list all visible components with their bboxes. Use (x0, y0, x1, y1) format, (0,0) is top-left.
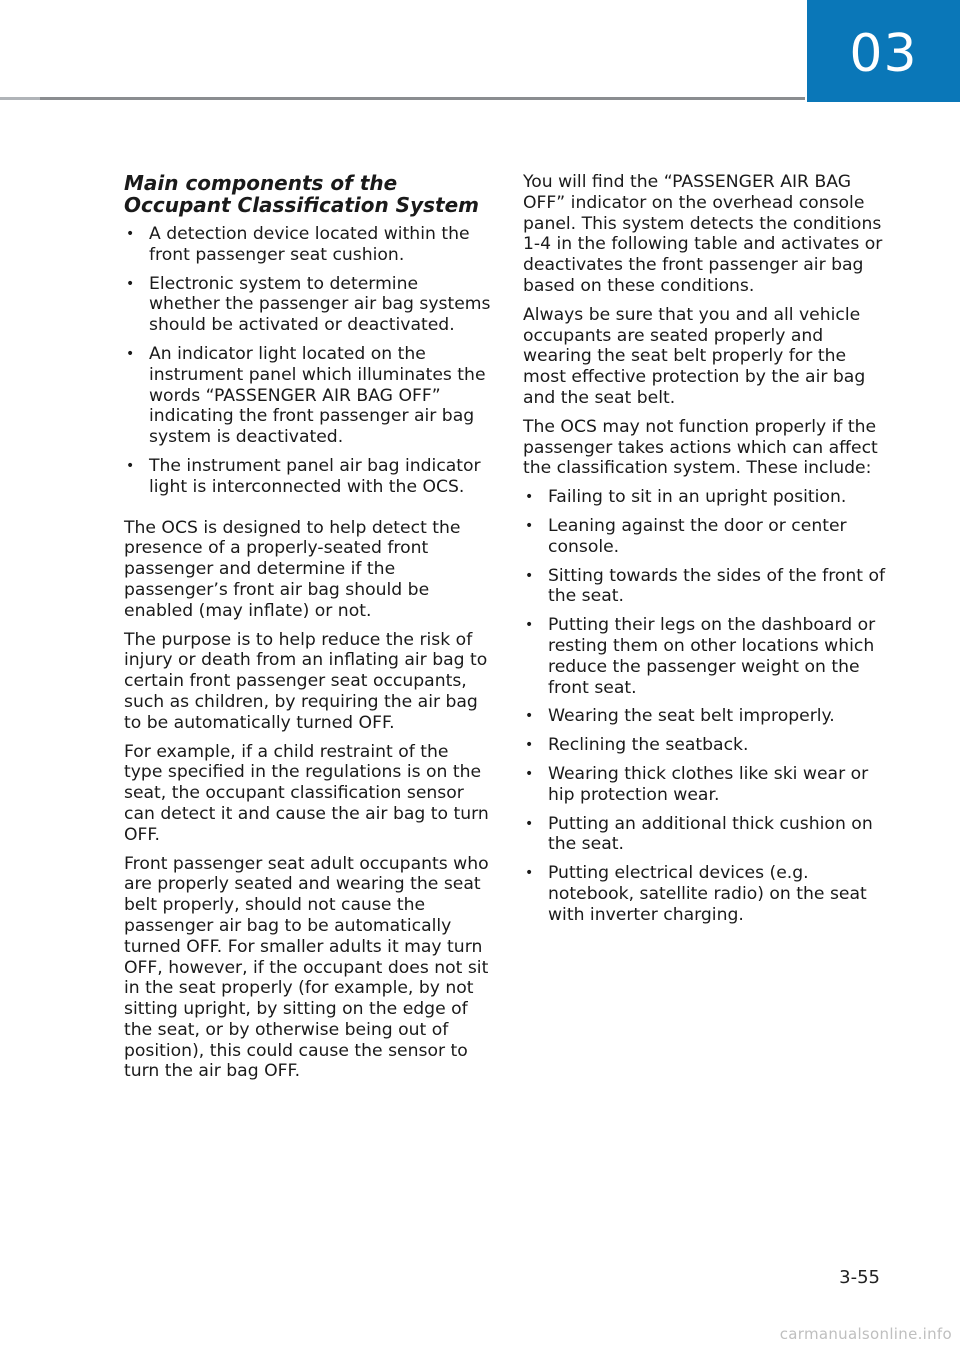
header-rule-accent (0, 97, 40, 100)
bullet-icon: • (525, 865, 534, 882)
bullet-icon: • (525, 567, 534, 584)
header-rule (0, 97, 805, 100)
list-item: • Reclining the seatback. (525, 735, 749, 756)
list-item: • Sitting towards the sides of the front of the seat. (525, 565, 886, 607)
list-item: • The instrument panel air bag indicator light is interconnected with the OCS. (126, 455, 481, 497)
chapter-tab: 03 (807, 0, 960, 102)
right-column (523, 172, 893, 934)
list-item: • Putting an additional thick cushion on the seat. (525, 813, 873, 855)
bullet-icon: • (525, 815, 534, 832)
paragraph: Always be sure that you and all vehicle occupants are seated properly and wearing the seat belt properly for the most effective protection by the air bag and the seat belt. (523, 304, 866, 408)
components-list (124, 224, 492, 498)
list-item: • A detection device located within the front passenger seat cushion. (126, 224, 470, 265)
list-item: • Putting electrical devices (e.g. notebook, satellite radio) on the seat with inverter charging. (525, 863, 867, 925)
list-item: • An indicator light located on the instrument panel which illuminates the words “PASSENGER AIR BAG OFF” indicating the front passenger air bag system is deactivated. (126, 343, 486, 448)
bullet-icon: • (525, 517, 534, 534)
bullet-icon: • (525, 765, 534, 782)
section-heading: Main components of the Occupant Classification System (124, 171, 479, 217)
paragraph: The OCS is designed to help detect the presence of a properly-seated front passenger and determine if the passenger’s front air bag should be enabled (may inflate) or not. (124, 517, 461, 621)
list-item: • Leaning against the door or center console. (525, 515, 847, 557)
paragraph: You will find the “PASSENGER AIR BAG OFF” indicator on the overhead console panel. This system detects the conditions 1-4 in the following table and activates or deactivates the front passenger air bag based on these conditions. (523, 172, 883, 296)
bullet-icon: • (126, 457, 135, 474)
list-item: • Wearing thick clothes like ski wear or hip protection wear. (525, 763, 869, 805)
paragraph: The purpose is to help reduce the risk of injury or death from an inflating air bag to certain front passenger seat occupants, such as children, by requiring the air bag to be automatically turned OFF. (124, 629, 488, 733)
left-column (124, 172, 492, 1090)
bullet-icon: • (126, 345, 135, 362)
bullet-icon: • (525, 489, 534, 506)
list-item: • Failing to sit in an upright position. (525, 487, 847, 508)
list-item: • Wearing the seat belt improperly. (525, 706, 835, 727)
bullet-icon: • (525, 737, 534, 754)
paragraph: For example, if a child restraint of the type specified in the regulations is on the seat, the occupant classification sensor can detect it and cause the air bag to turn OFF. (124, 741, 489, 845)
bullet-icon: • (126, 226, 135, 242)
bullet-icon: • (126, 275, 135, 292)
paragraph: The OCS may not function properly if the passenger takes actions which can affect the classification system. These include: (523, 416, 878, 479)
actions-list (523, 487, 893, 925)
list-item: • Putting their legs on the dashboard or resting them on other locations which reduce the passenger weight on the front seat. (525, 615, 876, 698)
list-item: • Electronic system to determine whether the passenger air bag systems should be activated or deactivated. (126, 273, 491, 336)
watermark: carmanualsonline.info (779, 1325, 952, 1343)
bullet-icon: • (525, 708, 534, 725)
paragraph: Front passenger seat adult occupants who are properly seated and wearing the seat belt properly, should not cause the passenger air bag to be automatically turned OFF. For smaller adults it may turn OFF, however, if the occupant does not sit in the seat properly (for example, by not sitting upright, by sitting on the edge of the seat, or by otherwise being out of position), this could cause the sensor to turn the air bag OFF. (124, 853, 489, 1082)
page-number: 3-55 (839, 1267, 880, 1288)
bullet-icon: • (525, 617, 534, 634)
